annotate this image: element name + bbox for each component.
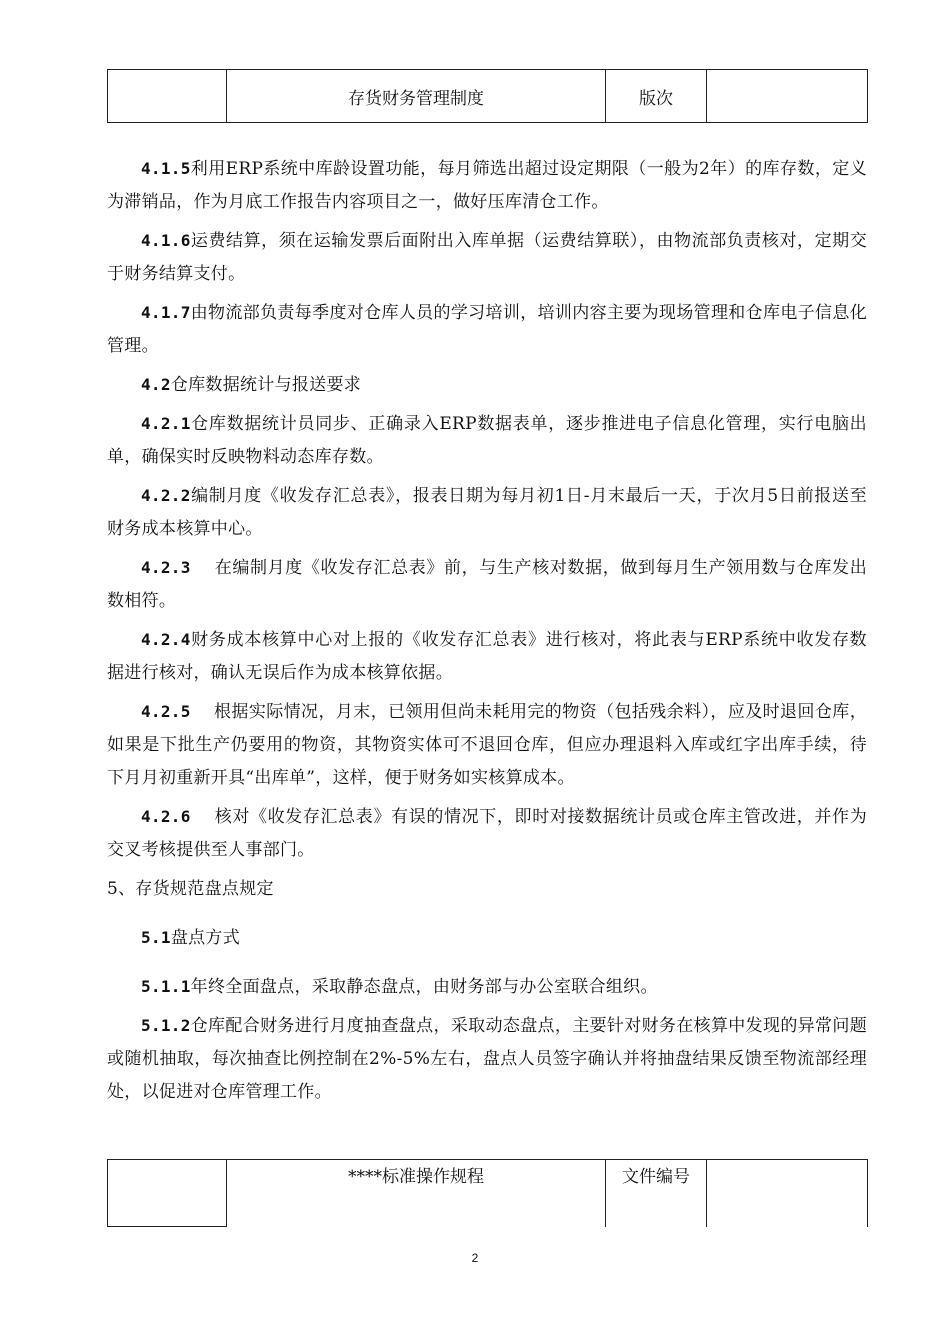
section-heading-4-2: 4.2仓库数据统计与报送要求 xyxy=(141,375,362,395)
paragraph-4-2-2: 4.2.2编制月度《收发存汇总表》，报表日期为每月初1日-月末最后一天，于次月5日前报送至财务成本核算中心。 xyxy=(107,486,867,539)
paragraph-4-2-3: 4.2.3 在编制月度《收发存汇总表》前，与生产核对数据，做到每月生产领用数与仓库发出数相符。 xyxy=(107,558,867,611)
paragraph-4-2-5: 4.2.5 根据实际情况，月末，已领用但尚未耗用完的物资（包括残余料），应及时退回仓库，如果是下批生产仍要用的物资，其物资实体可不退回仓库，但应办理退料入库或红字出库手续，待下月月初重新开具“出库单”，这样，便于财务如实核算成本。 xyxy=(107,702,867,788)
paragraph-4-1-6: 4.1.6运费结算，须在运输发票后面附出入库单据（运费结算联），由物流部负责核对，定期交于财务结算支付。 xyxy=(107,231,867,284)
paragraph-4-2-6: 4.2.6 核对《收发存汇总表》有误的情况下，即时对接数据统计员或仓库主管改进，并作为交叉考核提供至人事部门。 xyxy=(107,807,867,860)
paragraph-4-1-5: 4.1.5利用ERP系统中库龄设置功能，每月筛选出超过设定期限（一般为2年）的库存数，定义为滞销品，作为月底工作报告内容项目之一，做好压库清仓工作。 xyxy=(107,159,867,212)
paragraph-4-1-7: 4.1.7由物流部负责每季度对仓库人员的学习培训，培训内容主要为现场管理和仓库电子信息化管理。 xyxy=(107,303,867,356)
paragraph-5-1-2: 5.1.2仓库配合财务进行月度抽查盘点，采取动态盘点，主要针对财务在核算中发现的异常问题或随机抽取，每次抽查比例控制在2%-5%左右，盘点人员签字确认并将抽盘结果反馈至物流部经理处，以促进对仓库管理工作。 xyxy=(107,1016,867,1102)
section-heading-5-1: 5.1盘点方式 xyxy=(141,928,241,948)
header-table-bottom xyxy=(107,1159,868,1227)
paragraph-4-2-4: 4.2.4财务成本核算中心对上报的《收发存汇总表》进行核对，将此表与ERP系统中收发存数据进行核对，确认无误后作为成本核算依据。 xyxy=(107,630,867,683)
procedure-title: ****标准操作规程 xyxy=(227,1160,606,1227)
section-heading-5: 5、存货规范盘点规定 xyxy=(107,879,274,899)
file-number-value xyxy=(707,1160,868,1227)
version-label: 版次 xyxy=(606,70,707,123)
file-number-label: 文件编号 xyxy=(606,1160,707,1227)
header-top-blank-cell xyxy=(108,70,227,123)
page-number: 2 xyxy=(471,1251,479,1265)
document-title: 存货财务管理制度 xyxy=(227,70,606,123)
version-value xyxy=(707,70,868,123)
paragraph-4-2-1: 4.2.1仓库数据统计员同步、正确录入ERP数据表单，逐步推进电子信息化管理，实行电脑出单，确保实时反映物料动态库存数。 xyxy=(107,414,867,467)
header-table-top xyxy=(107,69,868,123)
header-bottom-blank-cell xyxy=(108,1160,227,1227)
document-body xyxy=(107,152,867,1114)
paragraph-5-1-1: 5.1.1年终全面盘点，采取静态盘点，由财务部与办公室联合组织。 xyxy=(141,977,658,997)
